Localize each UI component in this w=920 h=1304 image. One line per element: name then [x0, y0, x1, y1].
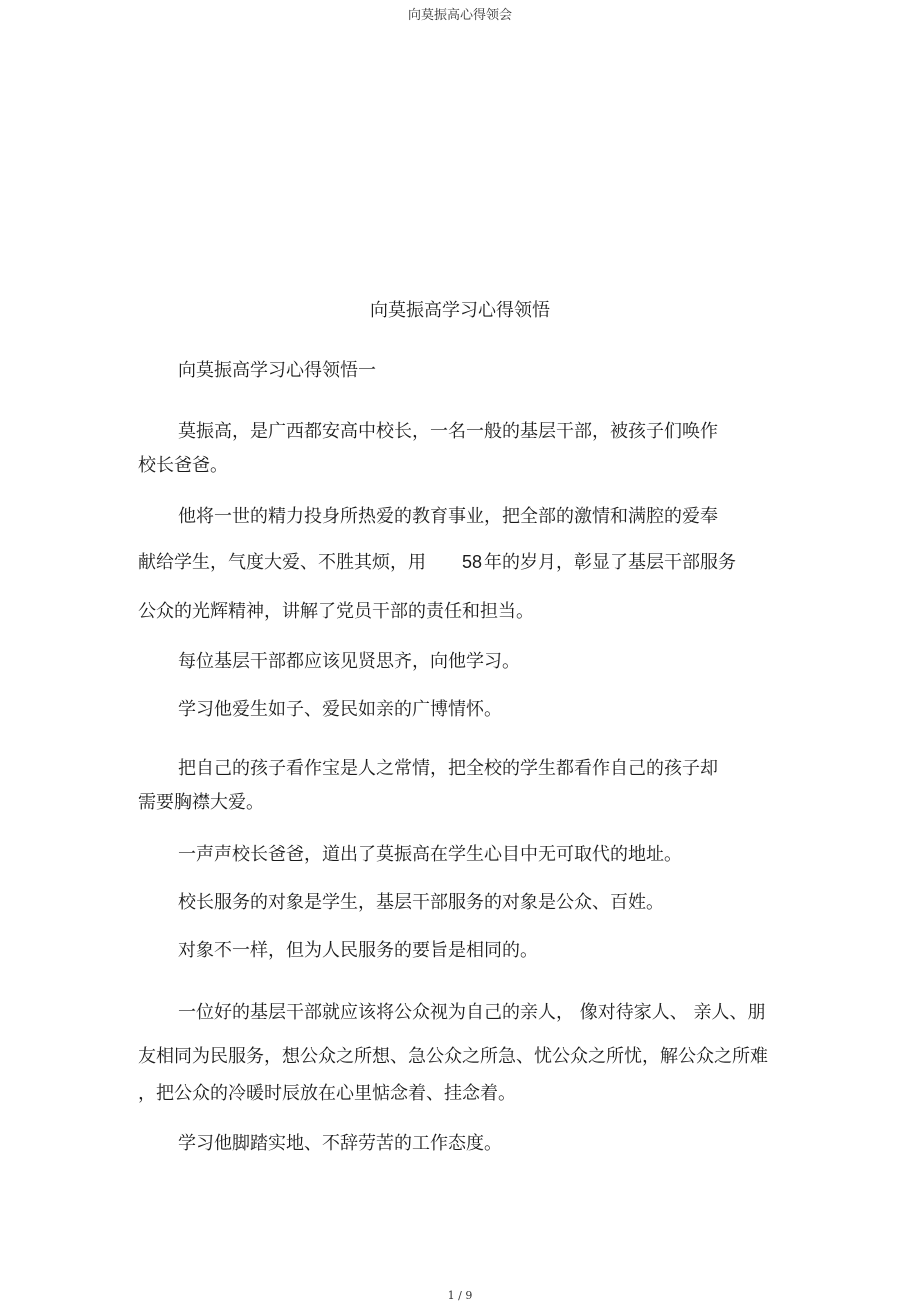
- paragraph-line: 对象不一样，但为人民服务的要旨是相同的。: [178, 940, 538, 961]
- paragraph-line: ，把公众的冷暖时辰放在心里惦念着、挂念着。: [138, 1083, 516, 1104]
- paragraph-line: 一位好的基层干部就应该将公众视为自己的亲人， 像对待家人、 亲人、朋: [178, 1002, 766, 1023]
- paragraph-line: 友相同为民服务，想公众之所想、急公众之所急、忧公众之所忧，解公众之所难: [138, 1046, 768, 1067]
- paragraph-line: 一声声校长爸爸，道出了莫振高在学生心目中无可取代的地址。: [178, 844, 682, 865]
- paragraph-line: 公众的光辉精神，讲解了党员干部的责任和担当。: [138, 601, 534, 622]
- paragraph-line: 校长爸爸。: [138, 455, 228, 476]
- paragraph-line: 需要胸襟大爱。: [138, 792, 264, 813]
- page-header: 向莫振高心得领会: [407, 8, 512, 23]
- paragraph-line: 莫振高，是广西都安高中校长，一名一般的基层干部，被孩子们唤作: [178, 421, 718, 442]
- paragraph-text: 献给学生，气度大爱、不胜其烦，用: [138, 552, 426, 573]
- paragraph-text: 年的岁月，彰显了基层干部服务: [484, 552, 737, 573]
- section-heading: 向莫振高学习心得领悟一: [178, 360, 376, 381]
- paragraph-line: 学习他脚踏实地、不辞劳苦的工作态度。: [178, 1133, 502, 1154]
- paragraph-line: 把自己的孩子看作宝是人之常情，把全校的学生都看作自己的孩子却: [178, 758, 718, 779]
- page-number: 1 / 9: [447, 1289, 473, 1302]
- paragraph-line: [138, 551, 736, 574]
- paragraph-line: 学习他爱生如子、爱民如亲的广博情怀。: [178, 699, 502, 720]
- paragraph-line: 他将一世的精力投身所热爱的教育事业，把全部的激情和满腔的爱奉: [178, 506, 718, 527]
- paragraph-line: 校长服务的对象是学生，基层干部服务的对象是公众、百姓。: [178, 892, 664, 913]
- document-title: 向莫振高学习心得领悟: [370, 300, 550, 321]
- paragraph-line: 每位基层干部都应该见贤思齐，向他学习。: [178, 651, 520, 672]
- year-count: 58: [462, 552, 483, 572]
